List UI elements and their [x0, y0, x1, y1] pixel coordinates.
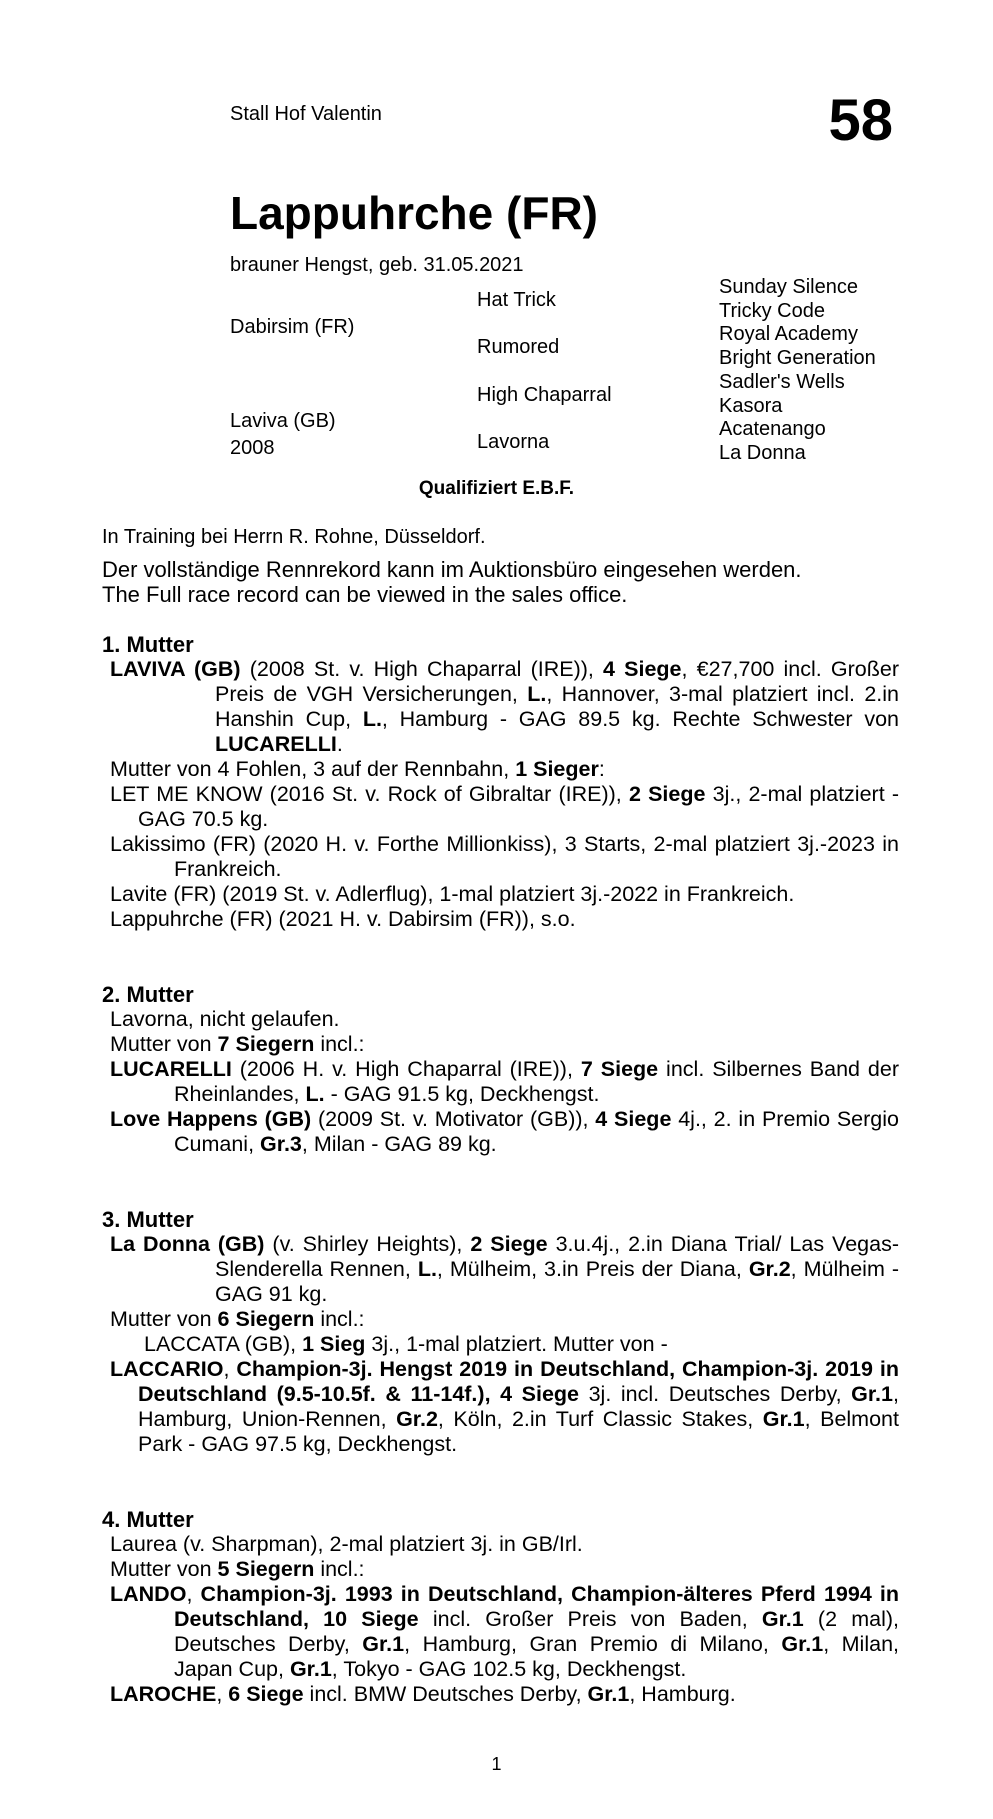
produce-summary: Mutter von 4 Fohlen, 3 auf der Rennbahn, 1 Sieger:: [110, 757, 605, 781]
record-note-en: The Full race record can be viewed in the sales office.: [102, 582, 628, 607]
pedigree-grandparent: Hat Trick: [477, 289, 556, 311]
dam-entry: LAVIVA (GB) (2008 St. v. High Chaparral (IRE)), 4 Siege, €27,700 incl. Großer Preis de VGH Versicherungen, L., Hannover, 3-mal platziert incl. 2.in Hanshin Cup, L., Hamburg - GAG 89.5 kg. Rechte Schwester von LUCARELLI.: [110, 657, 900, 756]
offspring-entry: LANDO, Champion-3j. 1993 in Deutschland, Champion-älteres Pferd 1994 in Deutschland, 10 Siege incl. Großer Preis von Baden, Gr.1 (2 mal), Deutsches Derby, Gr.1, Hamburg, Gran Premio di Milano, Gr.1, Milan, Japan Cup, Gr.1, Tokyo - GAG 102.5 kg, Deckhengst.: [110, 1582, 900, 1681]
pedigree-grandparent: Rumored: [477, 336, 560, 358]
pedigree-great-grandparent: Bright Generation: [719, 347, 876, 369]
foal-entry: Lavite (FR) (2019 St. v. Adlerflug), 1-mal platziert 3j.-2022 in Frankreich.: [110, 882, 795, 906]
offspring-entry: LUCARELLI (2006 H. v. High Chaparral (IRE)), 7 Siege incl. Silbernes Band der Rheinlandes, L. - GAG 91.5 kg, Deckhengst.: [110, 1057, 899, 1106]
section-title: 4. Mutter: [102, 1507, 194, 1532]
section-title: 1. Mutter: [102, 632, 194, 657]
section-1-dam: [110, 657, 899, 932]
produce-summary: Mutter von 6 Siegern incl.:: [110, 1307, 365, 1331]
offspring-entry: Love Happens (GB) (2009 St. v. Motivator (GB)), 4 Siege 4j., 2. in Premio Sergio Cumani, Gr.3, Milan - GAG 89 kg.: [110, 1107, 899, 1156]
pedigree-grandparent: Lavorna: [477, 431, 550, 453]
horse-name: Lappuhrche (FR): [230, 187, 598, 239]
horse-description: brauner Hengst, geb. 31.05.2021: [230, 254, 524, 276]
pedigree-sire: Dabirsim (FR): [230, 316, 355, 338]
produce-summary: Mutter von 5 Siegern incl.:: [110, 1557, 365, 1581]
section-title: 2. Mutter: [102, 982, 194, 1007]
section-4-dam: [110, 1532, 899, 1707]
pedigree-great-grandparent: Sadler's Wells: [719, 371, 845, 393]
section-2-dam: [110, 1007, 899, 1157]
dam-entry: Lavorna, nicht gelaufen.: [110, 1007, 340, 1031]
pedigree-great-grandparent: Acatenango: [719, 418, 826, 440]
training-note: In Training bei Herrn R. Rohne, Düsseldorf.: [102, 526, 486, 548]
produce-summary: Mutter von 7 Siegern incl.:: [110, 1032, 365, 1056]
stall-name: Stall Hof Valentin: [230, 103, 382, 125]
dam-entry: Laurea (v. Sharpman), 2-mal platziert 3j. in GB/Irl.: [110, 1532, 583, 1556]
grand-offspring-entry: LACCARIO, Champion-3j. Hengst 2019 in Deutschland, Champion-3j. 2019 in Deutschland (9.5-10.5f. & 11-14f.), 4 Siege 3j. incl. Deutsches Derby, Gr.1, Hamburg, Union-Rennen, Gr.2, Köln, 2.in Turf Classic Stakes, Gr.1, Belmont Park - GAG 97.5 kg, Deckhengst.: [110, 1357, 900, 1456]
offspring-entry: LAROCHE, 6 Siege incl. BMW Deutsches Derby, Gr.1, Hamburg.: [110, 1682, 736, 1706]
qualification: Qualifiziert E.B.F.: [418, 478, 575, 499]
pedigree-great-grandparent: Sunday Silence: [719, 276, 858, 298]
pedigree-grandparent: High Chaparral: [477, 384, 612, 406]
page-number: 1: [491, 1754, 502, 1774]
pedigree-great-grandparent: La Donna: [719, 442, 806, 464]
pedigree-great-grandparent: Royal Academy: [719, 323, 858, 345]
foal-entry: LET ME KNOW (2016 St. v. Rock of Gibraltar (IRE)), 2 Siege 3j., 2-mal platziert - GAG 70.5 kg.: [110, 782, 900, 831]
pedigree-dam: Laviva (GB): [230, 410, 336, 432]
lot-number: 58: [828, 88, 893, 153]
dam-entry: La Donna (GB) (v. Shirley Heights), 2 Siege 3.u.4j., 2.in Diana Trial/ Las Vegas-Slenderella Rennen, L., Mülheim, 3.in Preis der Diana, Gr.2, Mülheim - GAG 91 kg.: [110, 1232, 899, 1306]
section-title: 3. Mutter: [102, 1207, 194, 1232]
pedigree-great-grandparent: Tricky Code: [719, 300, 825, 322]
record-note-de: Der vollständige Rennrekord kann im Auktionsbüro eingesehen werden.: [102, 557, 802, 582]
foal-entry: Lakissimo (FR) (2020 H. v. Forthe Millionkiss), 3 Starts, 2-mal platziert 3j.-2023 in Frankreich.: [110, 832, 899, 881]
foal-entry: Lappuhrche (FR) (2021 H. v. Dabirsim (FR)), s.o.: [110, 907, 576, 931]
pedigree-dam-year: 2008: [230, 437, 275, 459]
section-3-dam: [110, 1232, 899, 1457]
offspring-entry: LACCATA (GB), 1 Sieg 3j., 1-mal platziert. Mutter von -: [144, 1332, 668, 1356]
pedigree-great-grandparent: Kasora: [719, 395, 783, 417]
